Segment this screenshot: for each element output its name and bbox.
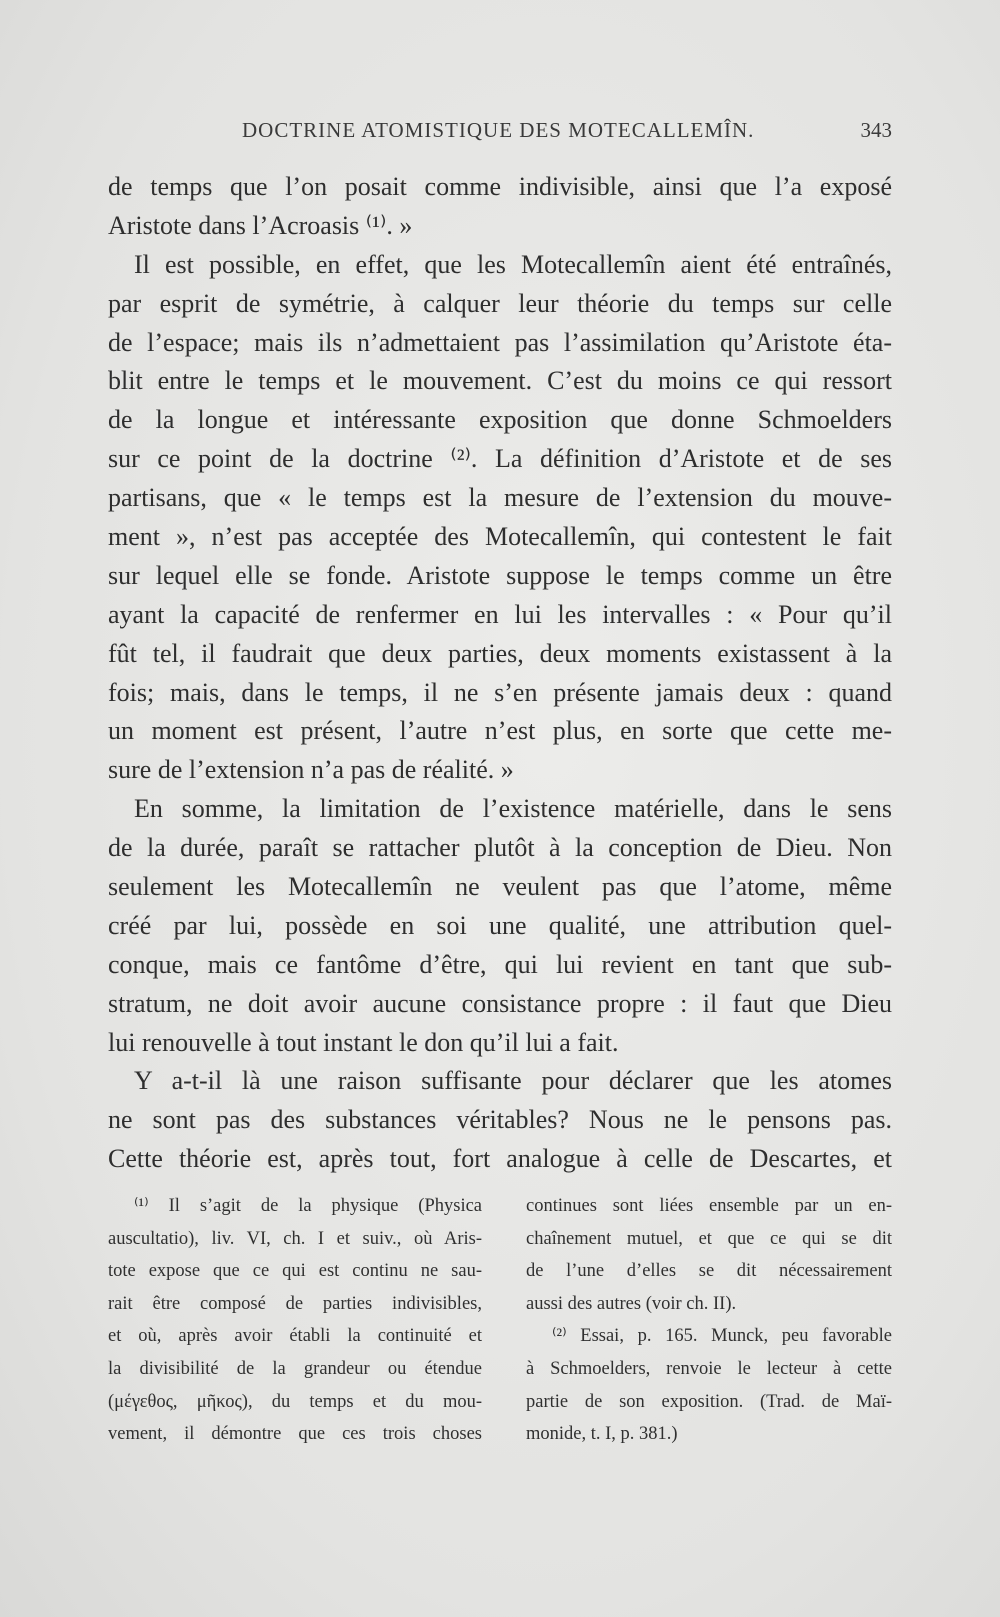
running-title: DOCTRINE ATOMISTIQUE DES MOTECALLEMÎN. xyxy=(242,118,755,142)
footnote-line: monide, t. I, p. 381.) xyxy=(526,1424,678,1445)
footnote-line: rait être composé de parties indivisibles, xyxy=(108,1293,482,1314)
text-line: sur lequel elle se fonde. Aristote suppose le temps comme un être xyxy=(108,560,892,590)
footnote-line: aussi des autres (voir ch. II). xyxy=(526,1293,737,1314)
text-line: de l’espace; mais ils n’admettaient pas l’assimilation qu’Aristote éta- xyxy=(108,327,892,357)
main-text xyxy=(108,168,892,1179)
footnote-line: vement, il démontre que ces trois choses xyxy=(108,1424,482,1445)
footnote-line: et où, après avoir établi la continuité et xyxy=(108,1326,482,1347)
footnote-line: à Schmoelders, renvoie le lecteur à cette xyxy=(526,1358,892,1379)
footnote-line: (μέγεθος, μῆκος), du temps et du mou- xyxy=(108,1391,482,1412)
footnote-column-right xyxy=(526,1190,892,1451)
text-line: Cette théorie est, après tout, fort analogue à celle de Descartes, et xyxy=(108,1144,892,1174)
text-line: conque, mais ce fantôme d’être, qui lui revient en tant que sub- xyxy=(108,949,892,979)
footnote-line: auscultatio), liv. VI, ch. I et suiv., où Aris- xyxy=(108,1228,482,1249)
text-line: blit entre le temps et le mouvement. C’est du moins ce qui ressort xyxy=(108,366,892,396)
footnote-line: ⁽²⁾ Essai, p. 165. Munck, peu favorable xyxy=(552,1326,892,1347)
text-line: ne sont pas des substances véritables? Nous ne le pensons pas. xyxy=(108,1105,892,1135)
text-line: de la durée, paraît se rattacher plutôt à la conception de Dieu. Non xyxy=(108,833,892,863)
text-line: stratum, ne doit avoir aucune consistance propre : il faut que Dieu xyxy=(108,988,892,1018)
footnote-line: de l’une d’elles se dit nécessairement xyxy=(526,1261,892,1282)
text-line: de la longue et intéressante exposition que donne Schmoelders xyxy=(108,405,892,435)
text-line: fois; mais, dans le temps, il ne s’en présente jamais deux : quand xyxy=(108,677,892,707)
text-line: En somme, la limitation de l’existence matérielle, dans le sens xyxy=(134,794,892,824)
text-line: par esprit de symétrie, à calquer leur théorie du temps sur celle xyxy=(108,288,892,318)
text-line: Il est possible, en effet, que les Motecallemîn aient été entraînés, xyxy=(134,249,892,279)
footnote-line: la divisibilité de la grandeur ou étendue xyxy=(108,1358,482,1379)
text-line: sur ce point de la doctrine ⁽²⁾. La définition d’Aristote et de ses xyxy=(108,444,892,474)
text-line: sure de l’extension n’a pas de réalité. » xyxy=(108,755,514,785)
footnote-line: ⁽¹⁾ Il s’agit de la physique (Physica xyxy=(134,1196,482,1216)
footnote-column-left xyxy=(108,1190,482,1451)
text-line: ayant la capacité de renfermer en lui les intervalles : « Pour qu’il xyxy=(108,599,892,629)
footnote-line: tote expose que ce qui est continu ne sau- xyxy=(108,1261,482,1282)
text-line: lui renouvelle à tout instant le don qu’il lui a fait. xyxy=(108,1027,619,1057)
text-line: Y a-t-il là une raison suffisante pour déclarer que les atomes xyxy=(134,1066,892,1096)
footnote-line: continues sont liées ensemble par un en- xyxy=(526,1196,892,1216)
text-line: de temps que l’on posait comme indivisible, ainsi que l’a exposé xyxy=(108,172,892,201)
footnotes xyxy=(108,1190,892,1445)
footnote-line: partie de son exposition. (Trad. de Maï- xyxy=(526,1391,892,1412)
text-line: seulement les Motecallemîn ne veulent pas que l’atome, même xyxy=(108,872,892,902)
text-line: un moment est présent, l’autre n’est plus, en sorte que cette me- xyxy=(108,716,892,746)
text-line: fût tel, il faudrait que deux parties, deux moments existassent à la xyxy=(108,638,892,668)
footnote-line: chaînement mutuel, et que ce qui se dit xyxy=(526,1228,892,1249)
text-line: créé par lui, possède en soi une qualité, une attribution quel- xyxy=(108,910,892,940)
text-line: Aristote dans l’Acroasis ⁽¹⁾. » xyxy=(108,210,413,240)
page-header xyxy=(108,118,892,148)
page-number: 343 xyxy=(860,118,892,142)
text-line: partisans, que « le temps est la mesure de l’extension du mouve- xyxy=(108,483,892,513)
text-line: ment », n’est pas acceptée des Motecallemîn, qui contestent le fait xyxy=(108,522,892,552)
